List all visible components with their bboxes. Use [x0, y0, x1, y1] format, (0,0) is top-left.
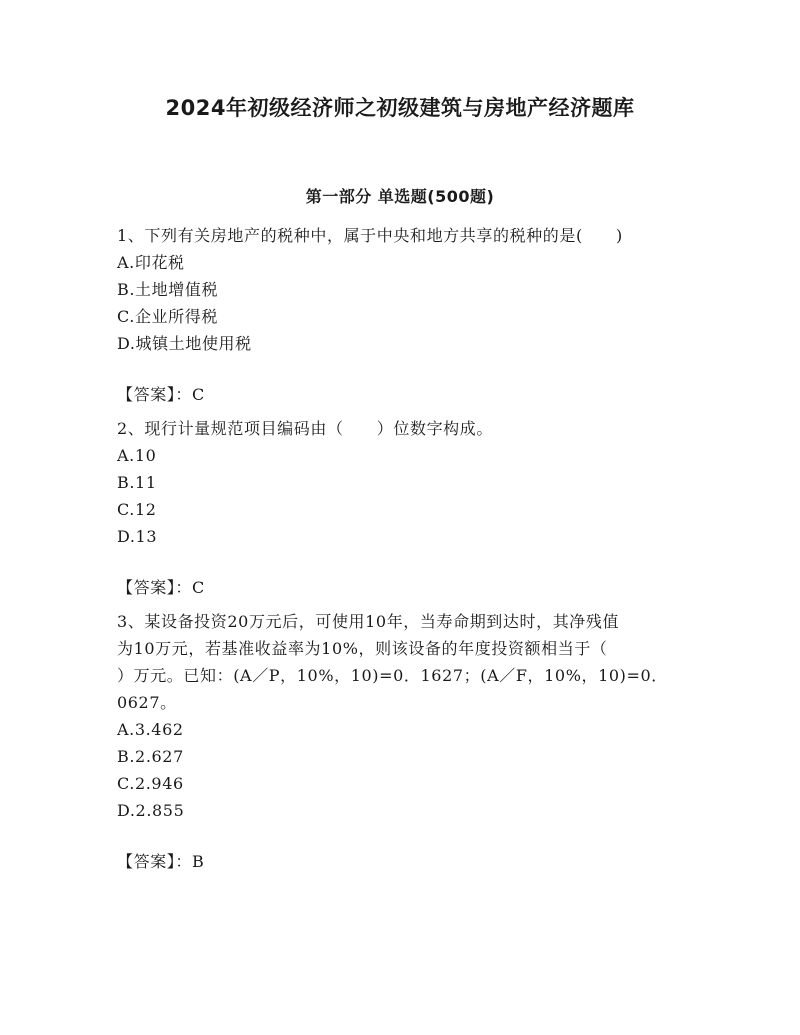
document-title: 2024年初级经济师之初级建筑与房地产经济题库: [165, 96, 635, 120]
question-stem: 2、现行计量规范项目编码由（ ）位数字构成。: [117, 419, 493, 438]
question-stem-line-3: ）万元。已知：(A／P，10%，10)=0．1627；(A／F，10%，10)=0．: [117, 666, 668, 685]
option-a: A.印花税: [117, 253, 185, 272]
answer-label: 【答案】：C: [117, 385, 205, 404]
option-d: D.13: [117, 527, 158, 546]
option-b: B.2.627: [117, 747, 184, 766]
question-list: [117, 222, 687, 882]
option-c: C.企业所得税: [117, 307, 218, 326]
option-b: B.11: [117, 473, 157, 492]
question-stem-line-1: 3、某设备投资20万元后，可使用10年，当寿命期到达时，其净残值: [117, 612, 620, 631]
option-a: A.10: [117, 446, 157, 465]
option-a: A.3.462: [117, 720, 184, 739]
question-2: [117, 415, 687, 601]
option-d: D.城镇土地使用税: [117, 334, 252, 353]
option-c: C.12: [117, 500, 157, 519]
question-stem: 1、下列有关房地产的税种中，属于中央和地方共享的税种的是( ): [117, 226, 623, 245]
question-3: [117, 608, 687, 875]
question-stem-line-4: 0627。: [117, 693, 177, 712]
question-1: [117, 222, 687, 408]
option-c: C.2.946: [117, 774, 184, 793]
answer-label: 【答案】：C: [117, 578, 205, 597]
answer-label: 【答案】：B: [117, 852, 205, 871]
option-b: B.土地增值税: [117, 280, 219, 299]
question-stem-line-2: 为10万元，若基准收益率为10%，则该设备的年度投资额相当于（: [117, 639, 608, 658]
section-title: 第一部分 单选题(500题): [305, 187, 495, 206]
option-d: D.2.855: [117, 801, 185, 820]
